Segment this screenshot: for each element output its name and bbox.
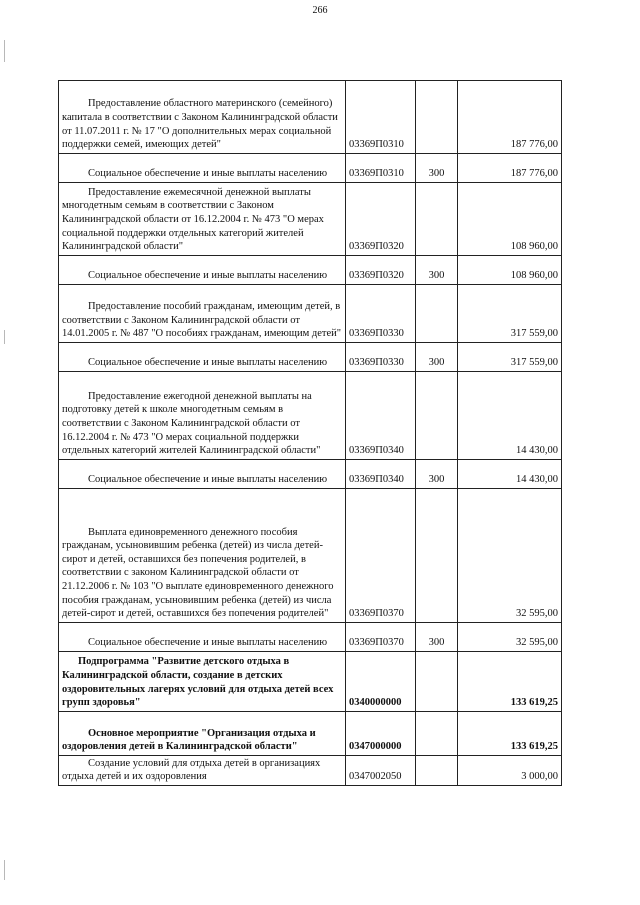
item-code: 0347000000 [346, 712, 416, 756]
item-expense-type: 300 [416, 256, 458, 285]
item-name: Социальное обеспечение и иные выплаты населению [59, 623, 346, 652]
item-expense-type [416, 756, 458, 786]
item-amount: 32 595,00 [458, 489, 562, 623]
scan-edge-mark [4, 40, 5, 62]
item-code: 03369П0330 [346, 285, 416, 343]
table-row [59, 460, 562, 489]
scan-edge-mark [4, 860, 5, 880]
page-number: 266 [312, 5, 328, 16]
table-row [59, 652, 562, 712]
item-amount: 108 960,00 [458, 183, 562, 256]
table-row [59, 712, 562, 756]
item-expense-type: 300 [416, 343, 458, 372]
item-expense-type [416, 372, 458, 460]
item-code: 03369П0370 [346, 623, 416, 652]
item-code: 03369П0320 [346, 256, 416, 285]
item-name: Основное мероприятие "Организация отдыха и оздоровления детей в Калининградской области" [59, 712, 346, 756]
item-expense-type [416, 81, 458, 154]
item-amount: 133 619,25 [458, 652, 562, 712]
item-amount: 187 776,00 [458, 81, 562, 154]
item-code: 03369П0320 [346, 183, 416, 256]
item-code: 0347002050 [346, 756, 416, 786]
item-name: Подпрограмма "Развитие детского отдыха в Калининградской области, создание в детских оздоровительных лагерях условий для отдыха детей всех групп здоровья" [59, 652, 346, 712]
scan-edge-mark [4, 330, 5, 344]
table-row [59, 756, 562, 786]
item-name: Предоставление пособий гражданам, имеющим детей, в соответствии с Законом Калининградской области от 14.01.2005 г. № 487 "О пособиях гражданам, имеющим детей" [59, 285, 346, 343]
table-row [59, 183, 562, 256]
item-amount: 317 559,00 [458, 285, 562, 343]
table-row [59, 81, 562, 154]
item-amount: 317 559,00 [458, 343, 562, 372]
item-amount: 187 776,00 [458, 154, 562, 183]
item-amount: 133 619,25 [458, 712, 562, 756]
item-amount: 14 430,00 [458, 372, 562, 460]
item-code: 03369П0340 [346, 460, 416, 489]
item-expense-type [416, 652, 458, 712]
item-code: 03369П0370 [346, 489, 416, 623]
item-name: Социальное обеспечение и иные выплаты населению [59, 343, 346, 372]
item-name: Предоставление ежемесячной денежной выплаты многодетным семьям в соответствии с Законом Калининградской области от 16.12.2004 г. № 473 "О мерах социальной поддержки отдельных категорий жителей Калининградской области" [59, 183, 346, 256]
table-row [59, 285, 562, 343]
item-code: 03369П0310 [346, 81, 416, 154]
item-code: 03369П0310 [346, 154, 416, 183]
table-row [59, 623, 562, 652]
table-row [59, 256, 562, 285]
item-amount: 14 430,00 [458, 460, 562, 489]
budget-table [58, 80, 562, 786]
item-code: 0340000000 [346, 652, 416, 712]
table-row [59, 154, 562, 183]
item-amount: 108 960,00 [458, 256, 562, 285]
item-code: 03369П0330 [346, 343, 416, 372]
item-expense-type [416, 712, 458, 756]
item-expense-type: 300 [416, 154, 458, 183]
item-expense-type: 300 [416, 623, 458, 652]
item-expense-type [416, 489, 458, 623]
item-expense-type [416, 183, 458, 256]
item-name: Создание условий для отдыха детей в организациях отдыха детей и их оздоровления [59, 756, 346, 786]
item-name: Социальное обеспечение и иные выплаты населению [59, 256, 346, 285]
item-amount: 3 000,00 [458, 756, 562, 786]
item-name: Предоставление ежегодной денежной выплаты на подготовку детей к школе многодетным семьям в соответствии с Законом Калининградской области от 16.12.2004 г. № 473 "О мерах социальной поддержки отдельных категорий жителей Калининградской области" [59, 372, 346, 460]
item-code: 03369П0340 [346, 372, 416, 460]
table-row [59, 489, 562, 623]
item-expense-type: 300 [416, 460, 458, 489]
table-row [59, 372, 562, 460]
item-amount: 32 595,00 [458, 623, 562, 652]
table-row [59, 343, 562, 372]
item-name: Выплата единовременного денежного пособия гражданам, усыновившим ребенка (детей) из числа детей-сирот и детей, оставшихся без попечения родителей, в соответствии с законом Калининградской области от 21.12.2006 г. № 103 "О выплате единовременного денежного пособия гражданам, усыновившим ребенка (детей) из числа детей-сирот и детей, оставшихся без попечения родителей" [59, 489, 346, 623]
item-name: Предоставление областного материнского (семейного) капитала в соответствии с Законом Калининградской области от 11.07.2011 г. № 17 "О дополнительных мерах социальной поддержки семей, имеющих детей" [59, 81, 346, 154]
item-name: Социальное обеспечение и иные выплаты населению [59, 460, 346, 489]
item-expense-type [416, 285, 458, 343]
item-name: Социальное обеспечение и иные выплаты населению [59, 154, 346, 183]
